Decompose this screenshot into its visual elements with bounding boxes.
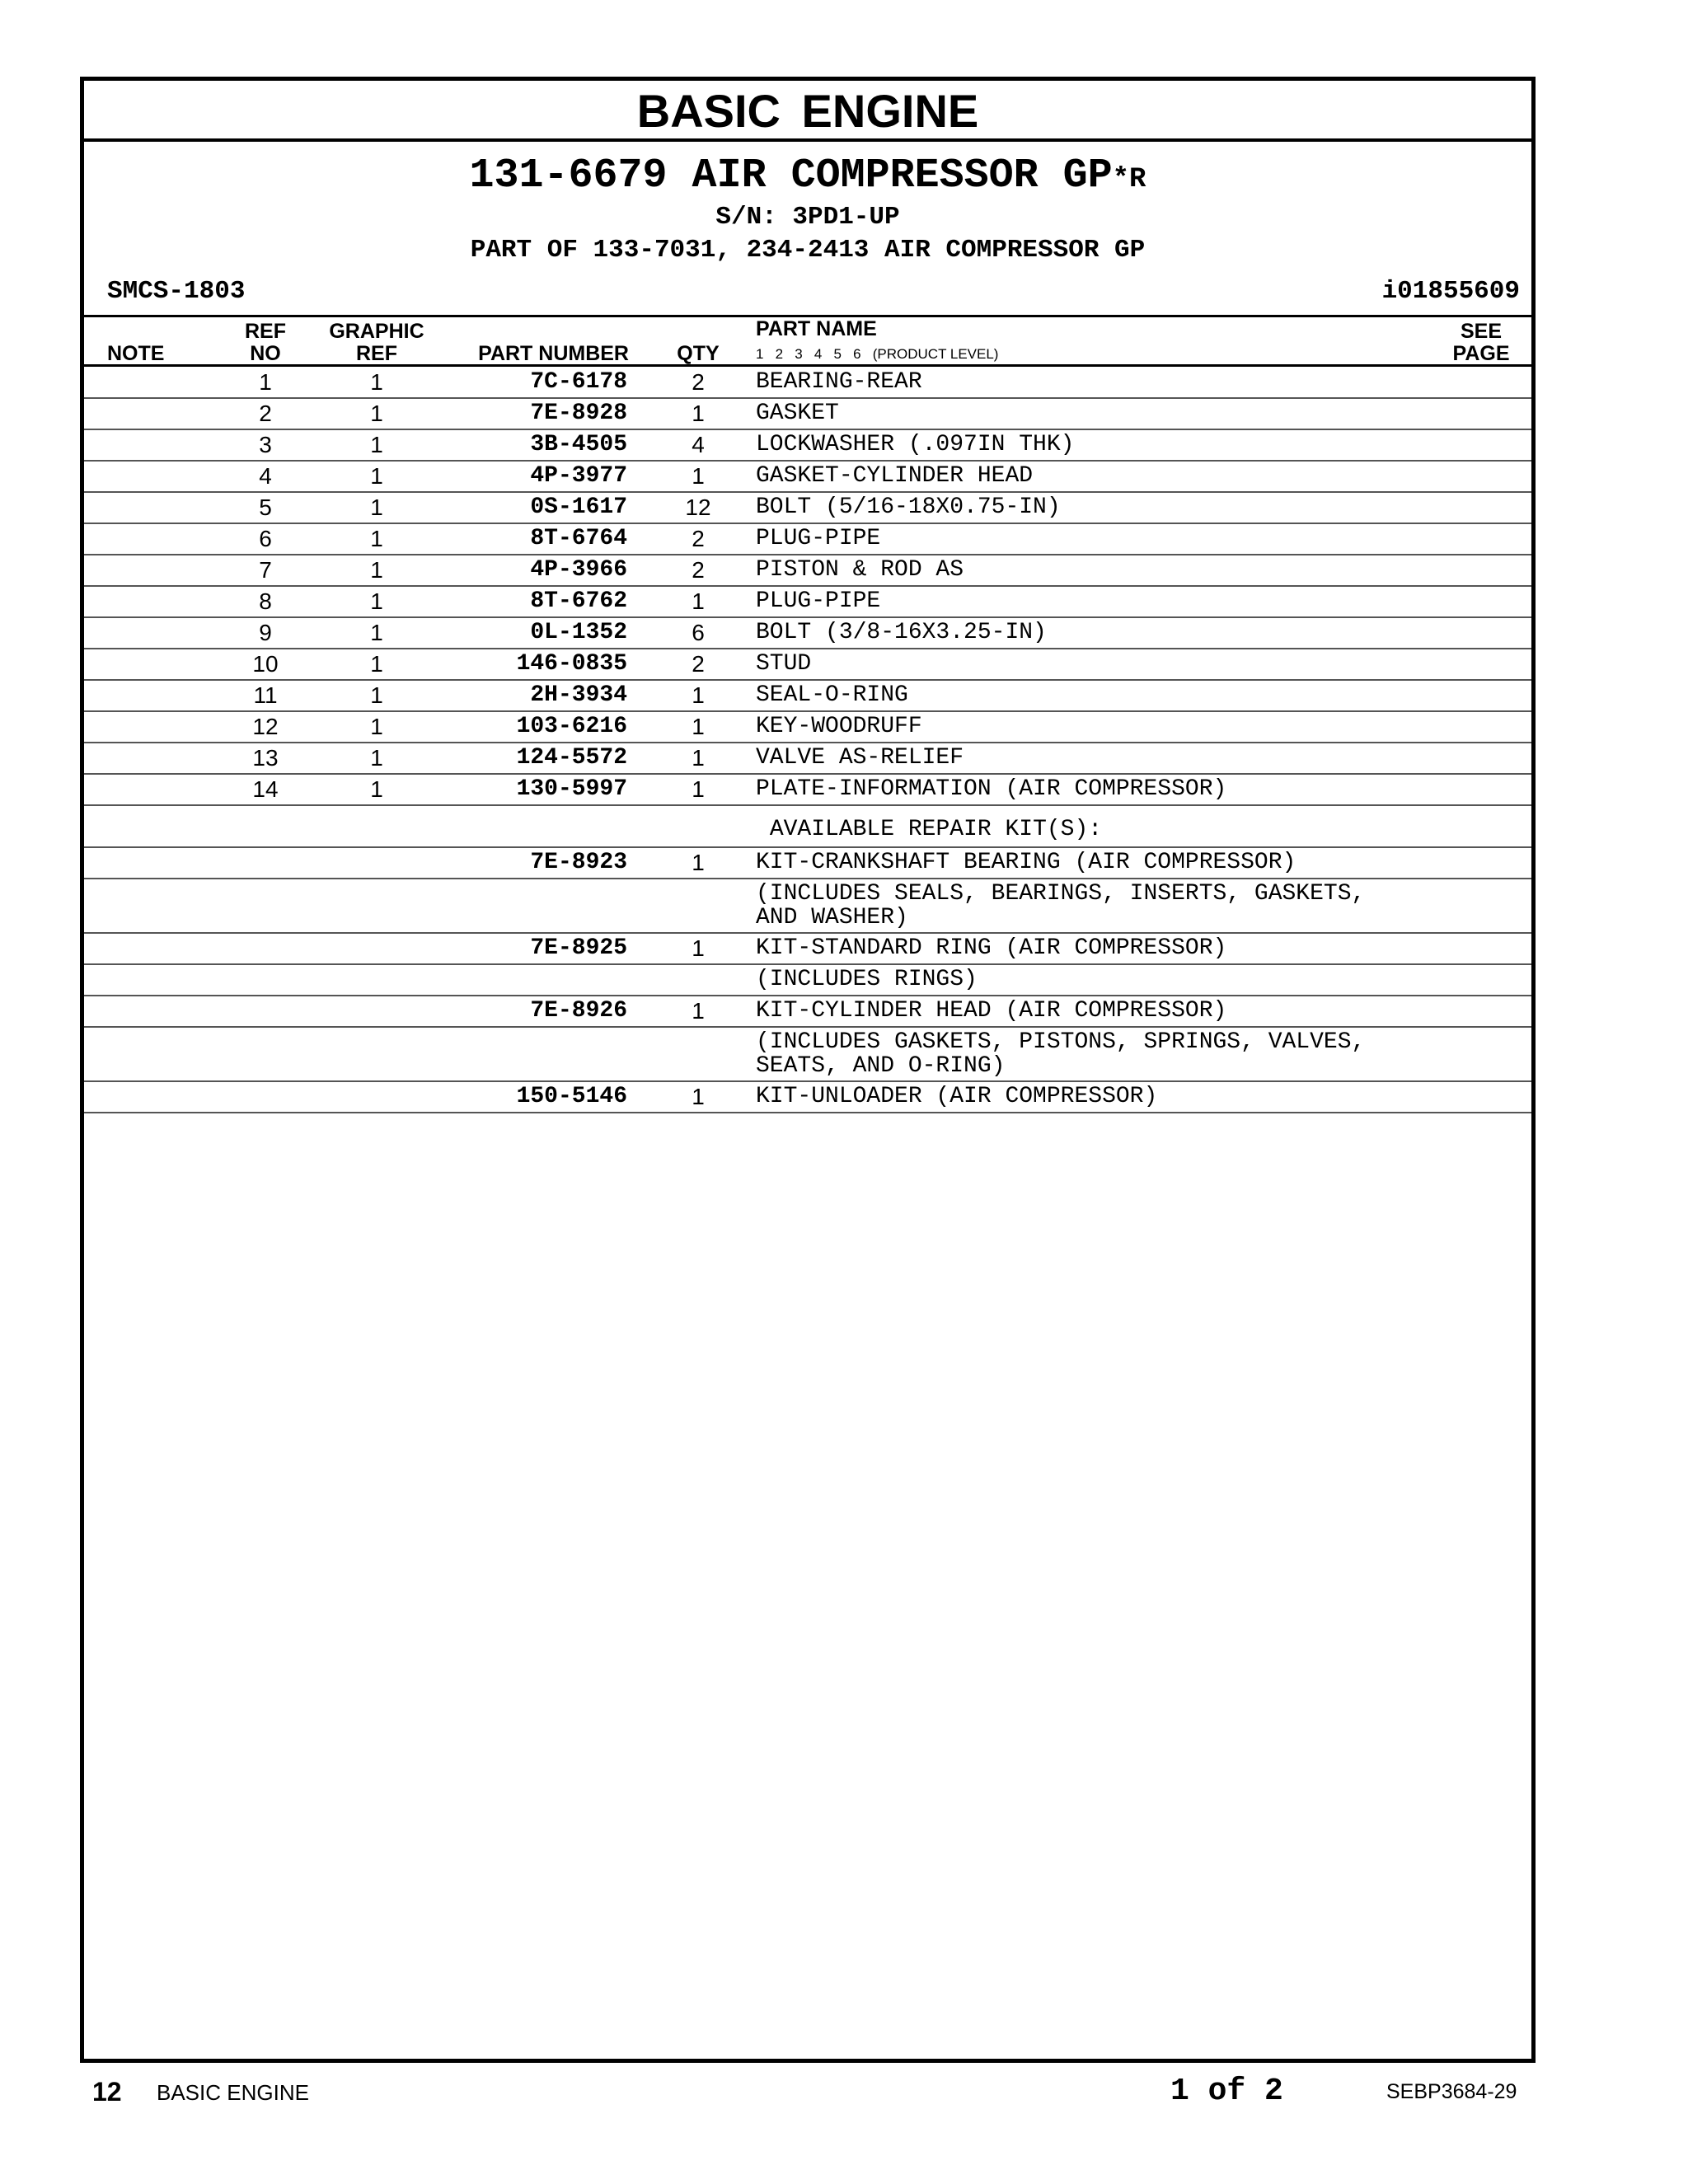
qty: 1 [692,998,705,1024]
table-row [84,524,1531,555]
part-number: 146-0835 [516,651,627,677]
part-number: 7E-8925 [530,935,627,961]
ref-no: 1 [259,369,272,395]
graphic-ref: 1 [370,776,383,802]
part-number: 4P-3966 [530,557,627,583]
part-number: 7C-6178 [530,369,627,395]
table-row [84,996,1531,1028]
header-see-top: SEE [1460,320,1503,343]
graphic-ref: 1 [370,401,383,426]
graphic-ref: 1 [370,369,383,395]
table-row [84,934,1531,965]
table-row [84,712,1531,743]
ref-no: 12 [252,714,279,739]
qty: 2 [692,651,705,677]
header-qty: QTY [677,342,720,365]
part-number: 2H-3934 [530,682,627,708]
parts-page-frame [80,77,1536,2063]
table-row [84,587,1531,618]
table-row [84,618,1531,649]
ref-no: 13 [252,745,279,771]
table-row [84,806,1531,848]
graphic-ref: 1 [370,651,383,677]
qty: 1 [692,1084,705,1109]
part-number: 8T-6762 [530,588,627,614]
ref-no: 7 [259,557,272,583]
part-name: KIT-CYLINDER HEAD (AIR COMPRESSOR) [756,998,1227,1024]
footer-page-of: 1 of 2 [1170,2074,1283,2109]
qty: 6 [692,620,705,645]
table-row [84,462,1531,493]
part-name: GASKET-CYLINDER HEAD [756,463,1034,489]
serial-number: S/N: 3PD1-UP [715,203,900,232]
graphic-ref: 1 [370,557,383,583]
qty: 1 [692,714,705,739]
qty: 1 [692,850,705,875]
section-title: BASIC ENGINE [84,81,1531,142]
part-name: (INCLUDES SEALS, BEARINGS, INSERTS, GASKETS, AND WASHER) [756,881,1366,930]
part-name: KEY-WOODRUFF [756,714,922,739]
part-name: PLUG-PIPE [756,526,881,551]
header-ref-top: REF [245,320,286,343]
part-number: 130-5997 [516,776,627,802]
part-number: 0L-1352 [530,620,627,645]
part-number: 7E-8923 [530,850,627,875]
group-title [84,153,1531,203]
header-graphic-top: GRAPHIC [329,320,424,343]
qty: 2 [692,369,705,395]
ref-no: 3 [259,432,272,457]
part-number: 124-5572 [516,745,627,771]
ref-no: 10 [252,651,279,677]
group-title-suffix: *R [1112,164,1146,195]
footer-section: BASIC ENGINE [157,2080,309,2105]
smcs-code: SMCS-1803 [107,277,246,306]
header-ref-bottom: NO [250,342,281,365]
table-row [84,1028,1531,1082]
group-title-text: 131-6679 AIR COMPRESSOR GP [469,152,1113,199]
table-row [84,399,1531,430]
ref-no: 9 [259,620,272,645]
qty: 12 [685,494,711,520]
header-graphic-bottom: REF [356,342,397,365]
qty: 1 [692,463,705,489]
table-row [84,879,1531,934]
part-name: KIT-CRANKSHAFT BEARING (AIR COMPRESSOR) [756,850,1296,875]
qty: 1 [692,776,705,802]
part-name: KIT-UNLOADER (AIR COMPRESSOR) [756,1084,1158,1109]
qty: 2 [692,557,705,583]
part-number: 7E-8928 [530,401,627,426]
ref-no: 11 [253,682,278,708]
qty: 1 [692,401,705,426]
part-name: LOCKWASHER (.097IN THK) [756,432,1075,457]
part-number: 103-6216 [516,714,627,739]
graphic-ref: 1 [370,714,383,739]
part-name: GASKET [756,401,839,426]
header-part-name: PART NAME [756,317,877,340]
qty: 1 [692,745,705,771]
part-name: STUD [756,651,812,677]
table-row [84,965,1531,996]
ref-no: 8 [259,588,272,614]
part-name: BOLT (3/8-16X3.25-IN) [756,620,1047,645]
part-name: PLATE-INFORMATION (AIR COMPRESSOR) [756,776,1227,802]
qty: 1 [692,682,705,708]
part-number: 3B-4505 [530,432,627,457]
illustration-id: i01855609 [1381,277,1520,306]
table-row [84,555,1531,587]
qty: 2 [692,526,705,551]
table-row [84,649,1531,681]
ref-no: 14 [252,776,279,802]
graphic-ref: 1 [370,463,383,489]
table-row [84,430,1531,462]
graphic-ref: 1 [370,494,383,520]
part-name: PISTON & ROD AS [756,557,964,583]
footer-page-number: 12 [92,2077,122,2107]
qty: 1 [692,935,705,961]
table-row [84,1082,1531,1113]
header-see-bottom: PAGE [1452,342,1510,365]
graphic-ref: 1 [370,682,383,708]
table-row [84,681,1531,712]
header-note: NOTE [107,342,165,365]
part-name: BOLT (5/16-18X0.75-IN) [756,494,1061,520]
table-row [84,743,1531,775]
table-row [84,493,1531,524]
graphic-ref: 1 [370,745,383,771]
part-name: BEARING-REAR [756,369,922,395]
table-row [84,775,1531,806]
table-row [84,848,1531,879]
qty: 1 [692,588,705,614]
ref-no: 6 [259,526,272,551]
parts-table-body [84,368,1531,1113]
header-part-number: PART NUMBER [478,342,629,365]
part-number: 4P-3977 [530,463,627,489]
ref-no: 4 [259,463,272,489]
part-name: PLUG-PIPE [756,588,881,614]
part-of-line: PART OF 133-7031, 234-2413 AIR COMPRESSOR GP [470,236,1146,265]
ref-no: 2 [259,401,272,426]
part-name: (INCLUDES GASKETS, PISTONS, SPRINGS, VALVES, SEATS, AND O-RING) [756,1029,1366,1079]
part-name: SEAL-O-RING [756,682,908,708]
graphic-ref: 1 [370,526,383,551]
graphic-ref: 1 [370,432,383,457]
ref-no: 5 [259,494,272,520]
header-product-level: 1 2 3 4 5 6 (PRODUCT LEVEL) [756,346,999,362]
header-bottom-rule [84,364,1531,367]
graphic-ref: 1 [370,588,383,614]
part-number: 7E-8926 [530,998,627,1024]
part-name: (INCLUDES RINGS) [756,967,978,992]
part-name: AVAILABLE REPAIR KIT(S): [756,817,1103,842]
part-number: 0S-1617 [530,494,627,520]
part-name: KIT-STANDARD RING (AIR COMPRESSOR) [756,935,1227,961]
part-name: VALVE AS-RELIEF [756,745,964,771]
part-number: 8T-6764 [530,526,627,551]
table-row [84,368,1531,399]
qty: 4 [692,432,705,457]
part-number: 150-5146 [516,1084,627,1109]
graphic-ref: 1 [370,620,383,645]
footer-document-number: SEBP3684-29 [1386,2080,1517,2103]
